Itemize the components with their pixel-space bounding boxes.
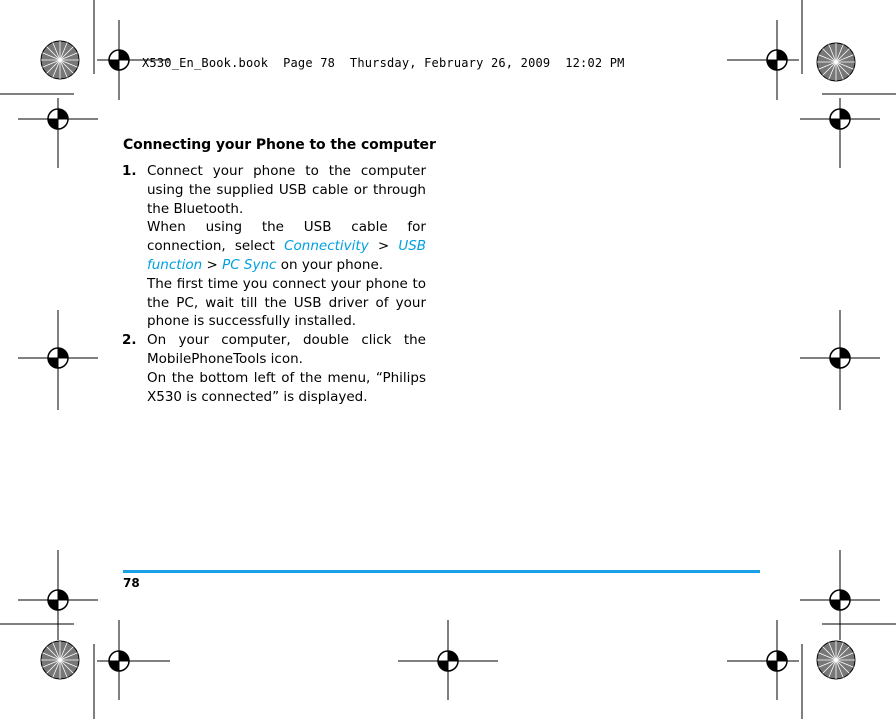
step-usb-instruction: When using the USB cable for connection, select Connectivity > USB function > PC Sync on your phone. (147, 219, 427, 273)
page-number: 78 (123, 576, 140, 590)
list-item (122, 331, 426, 406)
step-text: On your computer, double click the MobilePhoneTools icon. (147, 332, 426, 367)
step-number: 2. (122, 332, 137, 349)
step-text: Connect your phone to the computer using the supplied USB cable or through the Bluetooth. (147, 163, 426, 217)
menu-pc-sync: PC Sync (222, 256, 277, 273)
footer-rule (123, 570, 760, 573)
menu-usb-function: USB function (147, 238, 427, 273)
step-number: 1. (122, 163, 137, 179)
print-slug: X530_En_Book.book Page 78 Thursday, February 26, 2009 12:02 PM (142, 56, 625, 70)
menu-connectivity: Connectivity (284, 238, 369, 255)
steps-list (122, 162, 426, 406)
step-note: On the bottom left of the menu, “Philips X530 is connected” is displayed. (147, 369, 426, 405)
list-item (122, 162, 426, 331)
step-note: The first time you connect your phone to the PC, wait till the USB driver of your phone is successfully installed. (147, 275, 426, 330)
section-title: Connecting your Phone to the computer (123, 137, 436, 153)
